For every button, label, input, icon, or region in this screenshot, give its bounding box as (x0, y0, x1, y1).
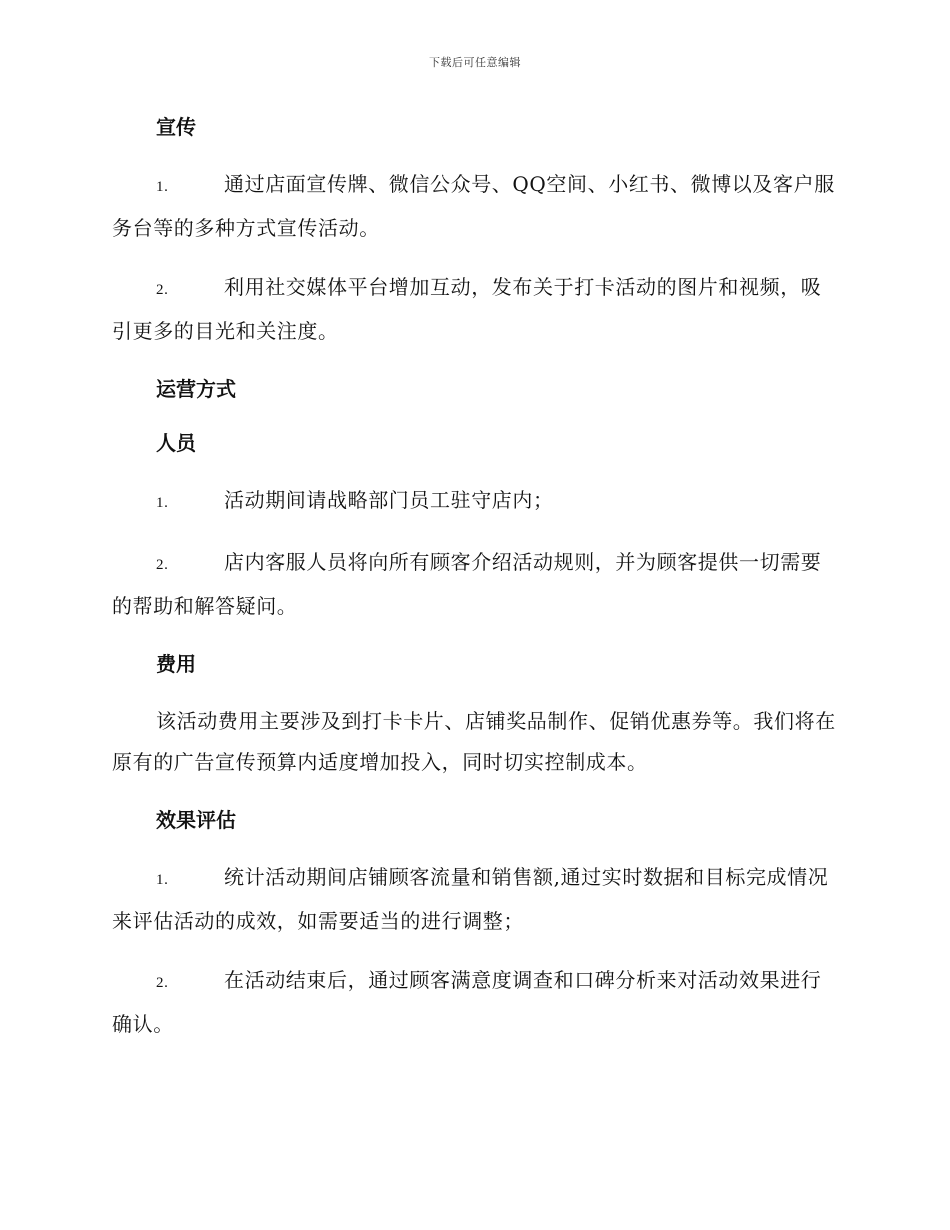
section-heading-promo: 宣传 (156, 115, 196, 139)
list-text: 活动期间请战略部门员工驻守店内； (224, 488, 554, 512)
list-item (112, 480, 836, 524)
list-number: 1. (156, 495, 169, 511)
list-number: 1. (156, 179, 169, 195)
list-item (112, 960, 836, 1045)
page-header: 下载后可任意编辑 (429, 56, 521, 69)
section-heading-operation: 运营方式 (156, 377, 236, 401)
list-text: 店内客服人员将向所有顾客介绍活动规则，并为顾客提供一切需要的帮助和解答疑问。 (112, 550, 822, 618)
list-item (112, 164, 836, 249)
list-item (112, 267, 836, 352)
section-heading-evaluation: 效果评估 (156, 808, 236, 832)
list-item (112, 542, 836, 627)
section-heading-cost: 费用 (156, 652, 196, 676)
paragraph-text: 该活动费用主要涉及到打卡卡片、店铺奖品制作、促销优惠券等。我们将在原有的广告宣传预算内适度增加投入，同时切实控制成本。 (112, 709, 836, 774)
list-number: 1. (156, 872, 169, 888)
list-text: 统计活动期间店铺顾客流量和销售额,通过实时数据和目标完成情况来评估活动的成效，如需要适当的进行调整； (112, 865, 829, 933)
list-number: 2. (156, 975, 169, 991)
section-heading-staff: 人员 (156, 431, 196, 455)
list-item (112, 857, 836, 942)
list-text: 利用社交媒体平台增加互动，发布关于打卡活动的图片和视频，吸引更多的目光和关注度。 (112, 275, 822, 343)
list-number: 2. (156, 557, 169, 573)
list-text: 在活动结束后，通过顾客满意度调查和口碑分析来对活动效果进行确认。 (112, 968, 822, 1036)
paragraph-cost (112, 701, 836, 783)
list-text: 通过店面宣传牌、微信公众号、QQ空间、小红书、微博以及客户服务台等的多种方式宣传活动。 (112, 172, 835, 240)
document-body (112, 110, 836, 1045)
list-number: 2. (156, 282, 169, 298)
